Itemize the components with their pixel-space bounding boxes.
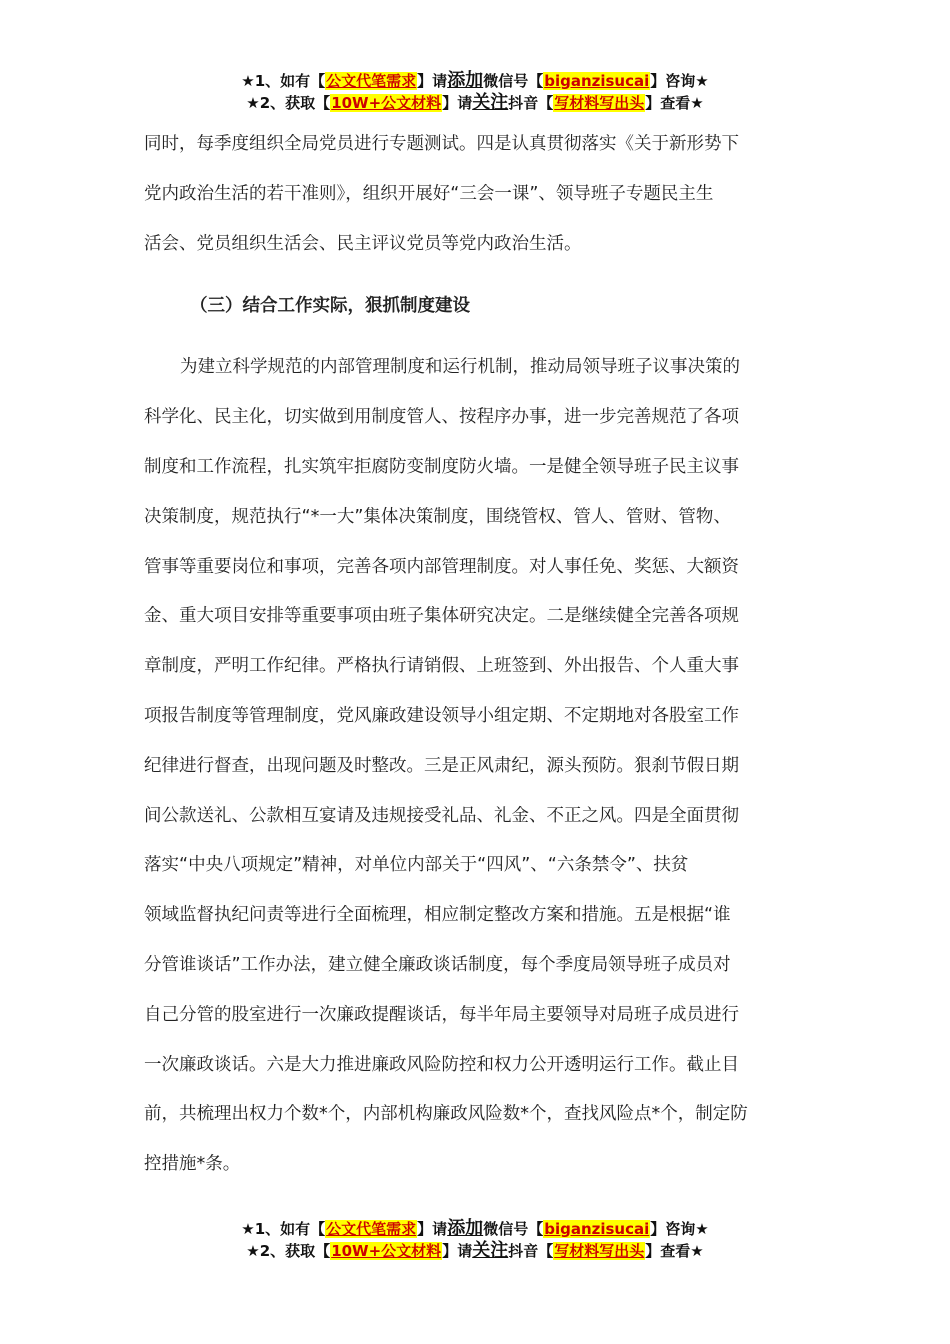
promo-text: 微信号【 bbox=[483, 72, 544, 90]
text-line: 党内政治生活的若干准则》，组织开展好“三会一课”、领导班子专题民主生 bbox=[144, 183, 714, 204]
text-line: 管事等重要岗位和事项，完善各项内部管理制度。对人事任免、奖惩、大额资 bbox=[144, 556, 739, 577]
text-line: 纪律进行督查，出现问题及时整改。三是正风肃纪，源头预防。狠刹节假日期 bbox=[144, 755, 739, 776]
text-line: 领域监督执纪问责等进行全面梳理，相应制定整改方案和措施。五是根据“谁 bbox=[144, 905, 731, 926]
text-line: 控措施*条。 bbox=[144, 1154, 241, 1175]
text-line: 章制度，严明工作纪律。严格执行请销假、上班签到、外出报告、个人重大事 bbox=[144, 656, 739, 677]
text-line: 同时，每季度组织全局党员进行专题测试。四是认真贯彻落实《关于新形势下 bbox=[144, 134, 739, 154]
promo-highlight: 公文代笔需求 bbox=[326, 72, 417, 90]
promo-text: ★1、如有【 bbox=[241, 72, 326, 90]
text-line: 决策制度，规范执行“*一大”集体决策制度，围绕管权、管人、管财、管物、 bbox=[144, 506, 731, 527]
promo-text: ★2、获取【 bbox=[246, 1242, 331, 1260]
promo-line-1 bbox=[0, 1218, 950, 1240]
promo-text: 】咨询★ bbox=[650, 1220, 709, 1238]
promo-highlight: 写材料写出头 bbox=[554, 1242, 645, 1260]
promo-highlight: 10W+公文材料 bbox=[331, 94, 442, 112]
promo-emphasis: 关注 bbox=[472, 1240, 509, 1261]
text-line: 科学化、民主化，切实做到用制度管人、按程序办事，进一步完善规范了各项 bbox=[144, 407, 739, 428]
promo-text: 】查看★ bbox=[645, 1242, 704, 1260]
promo-text: 微信号【 bbox=[483, 1220, 544, 1238]
promo-text: 】查看★ bbox=[645, 94, 704, 112]
promo-text: 】请 bbox=[442, 1242, 473, 1260]
promo-line-2 bbox=[0, 1240, 950, 1262]
text-line: 制度和工作流程，扎实筑牢拒腐防变制度防火墙。一是健全领导班子民主议事 bbox=[144, 456, 739, 477]
promo-highlight: biganzisucai bbox=[544, 1220, 650, 1238]
promo-text: 】咨询★ bbox=[650, 72, 709, 90]
section-heading: （三）结合工作实际，狠抓制度建设 bbox=[190, 296, 470, 317]
promo-highlight: 公文代笔需求 bbox=[326, 1220, 417, 1238]
promo-highlight: 写材料写出头 bbox=[554, 94, 645, 112]
text-line: 落实“中央八项规定”精神，对单位内部关于“四风”、“六条禁令”、扶贫 bbox=[144, 855, 689, 876]
text-line: 前，共梳理出权力个数*个，内部机构廉政风险数*个，查找风险点*个，制定防 bbox=[144, 1104, 748, 1125]
promo-text: 】请 bbox=[417, 72, 448, 90]
promo-text: 】请 bbox=[417, 1220, 448, 1238]
promo-highlight: biganzisucai bbox=[544, 72, 650, 90]
promo-emphasis: 添加 bbox=[447, 1218, 484, 1239]
promo-line-2 bbox=[0, 92, 950, 114]
promo-emphasis: 添加 bbox=[447, 70, 484, 91]
text-line: 一次廉政谈话。六是大力推进廉政风险防控和权力公开透明运行工作。截止目 bbox=[144, 1054, 739, 1075]
document-body bbox=[144, 120, 806, 1190]
promo-text: 抖音【 bbox=[508, 94, 554, 112]
promo-text: 】请 bbox=[442, 94, 473, 112]
text-line: 自己分管的股室进行一次廉政提醒谈话，每半年局主要领导对局班子成员进行 bbox=[144, 1004, 739, 1025]
promo-text: 抖音【 bbox=[508, 1242, 554, 1260]
footer-promo-banner bbox=[0, 1218, 950, 1262]
text-line: 间公款送礼、公款相互宴请及违规接受礼品、礼金、不正之风。四是全面贯彻 bbox=[144, 805, 739, 826]
text-line: 活会、党员组织生活会、民主评议党员等党内政治生活。 bbox=[144, 233, 582, 254]
text-line: 分管谁谈话”工作办法，建立健全廉政谈话制度，每个季度局领导班子成员对 bbox=[144, 954, 731, 975]
promo-line-1 bbox=[0, 70, 950, 92]
text-line: 金、重大项目安排等重要事项由班子集体研究决定。二是继续健全完善各项规 bbox=[144, 606, 739, 627]
promo-text: ★2、获取【 bbox=[246, 94, 331, 112]
header-promo-banner bbox=[0, 70, 950, 114]
promo-text: ★1、如有【 bbox=[241, 1220, 326, 1238]
promo-emphasis: 关注 bbox=[472, 92, 509, 113]
text-line: 为建立科学规范的内部管理制度和运行机制，推动局领导班子议事决策的 bbox=[180, 357, 740, 378]
promo-highlight: 10W+公文材料 bbox=[331, 1242, 442, 1260]
text-line: 项报告制度等管理制度，党风廉政建设领导小组定期、不定期地对各股室工作 bbox=[144, 705, 739, 726]
